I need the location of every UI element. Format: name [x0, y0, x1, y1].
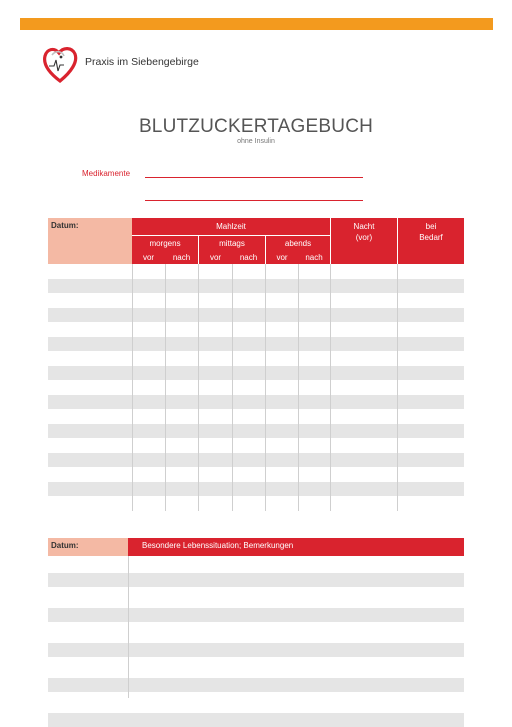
morning-after-label: nach	[172, 253, 191, 262]
meal-morning	[132, 236, 198, 252]
as-needed-header-line1: bei	[425, 222, 437, 231]
meal-header	[132, 218, 330, 235]
meal-header-label: Mahlzeit	[216, 222, 246, 231]
table-row[interactable]	[48, 608, 464, 622]
remarks-table	[48, 538, 464, 698]
meal-evening-label: abends	[284, 239, 312, 248]
grid-line	[298, 264, 299, 511]
noon-after	[232, 252, 265, 264]
meal-noon	[199, 236, 265, 252]
grid-line	[397, 264, 398, 511]
table-row[interactable]	[48, 643, 464, 657]
meal-noon-label: mittags	[219, 239, 245, 248]
table-row[interactable]	[48, 573, 464, 587]
grid-line	[330, 264, 331, 511]
morning-before	[132, 252, 165, 264]
medication-label: Medikamente	[82, 169, 131, 178]
evening-before-label: vor	[276, 253, 288, 262]
page-title: BLUTZUCKERTAGEBUCH	[138, 116, 374, 137]
grid-line	[198, 264, 199, 511]
page-subtitle: ohne Insulin	[237, 138, 275, 145]
table-row[interactable]	[48, 482, 464, 496]
table-row[interactable]	[48, 279, 464, 293]
meal-evening	[266, 236, 330, 252]
table-row[interactable]	[48, 678, 464, 692]
table-row[interactable]	[48, 366, 464, 380]
grid-line	[265, 264, 266, 511]
date-header	[48, 218, 132, 264]
medication-line-1[interactable]	[145, 177, 363, 178]
night-header	[331, 218, 397, 264]
morning-before-label: vor	[142, 253, 155, 262]
evening-after-label: nach	[305, 253, 323, 262]
table-row[interactable]	[48, 395, 464, 409]
remarks-header-label: Besondere Lebenssituation; Bemerkungen	[142, 541, 294, 550]
meal-morning-label: morgens	[149, 239, 181, 248]
noon-after-label: nach	[239, 253, 258, 262]
glucose-table	[48, 218, 464, 511]
night-header-line2: (vor)	[355, 233, 373, 242]
heart-logo-icon	[42, 44, 78, 84]
evening-before	[266, 252, 298, 264]
evening-after	[298, 252, 330, 264]
grid-line	[132, 264, 133, 511]
remarks-header	[128, 538, 464, 556]
as-needed-header-line2: Bedarf	[419, 233, 443, 242]
noon-before	[199, 252, 232, 264]
top-accent-bar	[20, 18, 493, 30]
medication-line-2[interactable]	[145, 200, 363, 201]
table-row[interactable]	[48, 713, 464, 727]
as-needed-header	[398, 218, 464, 264]
table-row[interactable]	[48, 308, 464, 322]
morning-after	[165, 252, 198, 264]
practice-name: Praxis im Siebengebirge	[85, 56, 199, 68]
remarks-date-label: Datum:	[51, 541, 79, 550]
remarks-date-header	[48, 538, 128, 556]
grid-line	[165, 264, 166, 511]
table-row[interactable]	[48, 424, 464, 438]
grid-line	[232, 264, 233, 511]
date-header-label: Datum:	[51, 221, 79, 230]
table-row[interactable]	[48, 337, 464, 351]
table-row[interactable]	[48, 453, 464, 467]
remarks-divider	[128, 556, 129, 698]
noon-before-label: vor	[209, 253, 222, 262]
night-header-line1: Nacht	[353, 222, 375, 231]
